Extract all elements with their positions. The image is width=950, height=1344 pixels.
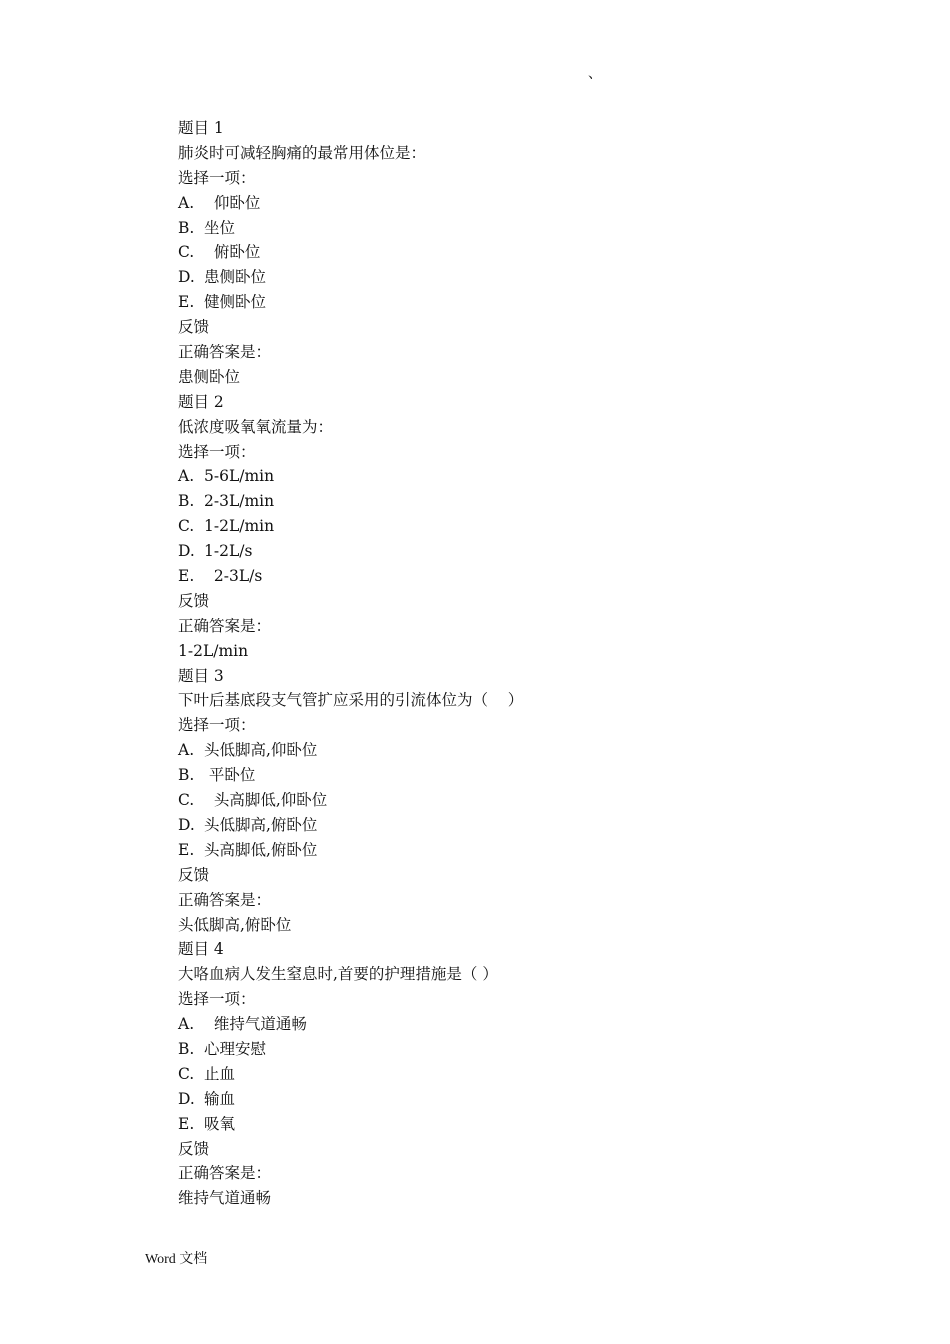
- option-text: 仰卧位: [204, 193, 261, 212]
- option-b[interactable]: [178, 216, 798, 241]
- answer-label: 正确答案是：: [178, 616, 272, 635]
- option-letter: B.: [178, 1039, 195, 1058]
- option-text: 头高脚低,仰卧位: [204, 791, 328, 810]
- option-text: 1-2L/min: [204, 517, 275, 536]
- option-letter: D.: [178, 268, 195, 287]
- question-instruction: 选择一项：: [178, 168, 256, 187]
- option-text: 坐位: [204, 218, 236, 237]
- feedback-label: 反馈: [178, 1139, 210, 1158]
- option-text: 头低脚高,俯卧位: [204, 815, 318, 834]
- option-letter: D.: [178, 815, 195, 834]
- option-letter: E.: [178, 840, 195, 859]
- option-d[interactable]: [178, 813, 798, 838]
- answer-label: 正确答案是：: [178, 1164, 272, 1183]
- option-c[interactable]: [178, 240, 798, 265]
- feedback-label: 反馈: [178, 865, 210, 884]
- option-letter: A.: [178, 1015, 195, 1034]
- question-instruction: 选择一项：: [178, 442, 256, 461]
- option-text: 俯卧位: [204, 243, 261, 262]
- question-3: [178, 664, 798, 938]
- question-stem: 低浓度吸氧氧流量为：: [178, 417, 334, 436]
- feedback-label: 反馈: [178, 591, 210, 610]
- option-letter: B.: [178, 492, 195, 511]
- option-text: 2-3L/s: [204, 567, 263, 586]
- option-b[interactable]: [178, 763, 798, 788]
- quiz-content: [178, 116, 798, 1211]
- option-c[interactable]: [178, 1062, 798, 1087]
- option-letter: E.: [178, 567, 195, 586]
- question-title: 题目 2: [178, 392, 224, 411]
- option-text: 输血: [204, 1089, 236, 1108]
- option-d[interactable]: [178, 265, 798, 290]
- option-text: 吸氧: [204, 1114, 236, 1133]
- option-text: 1-2L/s: [204, 542, 253, 561]
- question-1: [178, 116, 798, 390]
- option-e[interactable]: [178, 838, 798, 863]
- question-title: 题目 1: [178, 119, 224, 137]
- option-letter: C.: [178, 517, 195, 536]
- question-title: 题目 4: [178, 940, 224, 959]
- option-e[interactable]: [178, 564, 798, 589]
- option-letter: E.: [178, 293, 195, 312]
- header-mark: 、: [588, 66, 602, 82]
- option-a[interactable]: [178, 738, 798, 763]
- answer-label: 正确答案是：: [178, 343, 272, 362]
- option-text: 头高脚低,俯卧位: [204, 840, 318, 859]
- option-letter: E.: [178, 1114, 195, 1133]
- question-stem: 下叶后基底段支气管扩应采用的引流体位为（ ）: [178, 691, 524, 710]
- option-text: 维持气道通畅: [204, 1015, 307, 1034]
- option-text: 止血: [204, 1064, 236, 1083]
- correct-answer: 头低脚高,俯卧位: [178, 915, 292, 934]
- answer-label: 正确答案是：: [178, 890, 272, 909]
- option-c[interactable]: [178, 514, 798, 539]
- question-instruction: 选择一项：: [178, 716, 256, 735]
- option-a[interactable]: [178, 191, 798, 216]
- option-letter: B.: [178, 766, 195, 785]
- question-4: [178, 937, 798, 1211]
- option-letter: C.: [178, 791, 195, 810]
- option-text: 健侧卧位: [204, 293, 267, 312]
- option-a[interactable]: [178, 1012, 798, 1037]
- option-d[interactable]: [178, 539, 798, 564]
- option-text: 5-6L/min: [204, 467, 275, 486]
- option-letter: D.: [178, 542, 195, 561]
- question-title: 题目 3: [178, 666, 224, 685]
- option-letter: C.: [178, 243, 195, 262]
- option-letter: B.: [178, 218, 195, 237]
- question-stem: 大咯血病人发生窒息时,首要的护理措施是（ ）: [178, 965, 498, 984]
- option-e[interactable]: [178, 1112, 798, 1137]
- correct-answer: 1-2L/min: [178, 641, 249, 660]
- option-letter: A.: [178, 467, 195, 486]
- option-letter: A.: [178, 741, 195, 760]
- option-text: 心理安慰: [204, 1039, 267, 1058]
- option-letter: A.: [178, 193, 195, 212]
- option-letter: C.: [178, 1064, 195, 1083]
- question-stem: 肺炎时可减轻胸痛的最常用体位是：: [178, 143, 427, 162]
- page-footer: Word 文档: [145, 1252, 208, 1267]
- option-text: 患侧卧位: [204, 268, 267, 287]
- option-text: 头低脚高,仰卧位: [204, 741, 318, 760]
- correct-answer: 患侧卧位: [178, 367, 241, 386]
- option-d[interactable]: [178, 1087, 798, 1112]
- option-c[interactable]: [178, 788, 798, 813]
- option-b[interactable]: [178, 489, 798, 514]
- question-instruction: 选择一项：: [178, 990, 256, 1009]
- option-a[interactable]: [178, 464, 798, 489]
- option-text: 2-3L/min: [204, 492, 275, 511]
- question-2: [178, 390, 798, 664]
- feedback-label: 反馈: [178, 318, 210, 337]
- correct-answer: 维持气道通畅: [178, 1189, 272, 1208]
- option-b[interactable]: [178, 1037, 798, 1062]
- option-e[interactable]: [178, 290, 798, 315]
- option-letter: D.: [178, 1089, 195, 1108]
- option-text: 平卧位: [204, 766, 256, 785]
